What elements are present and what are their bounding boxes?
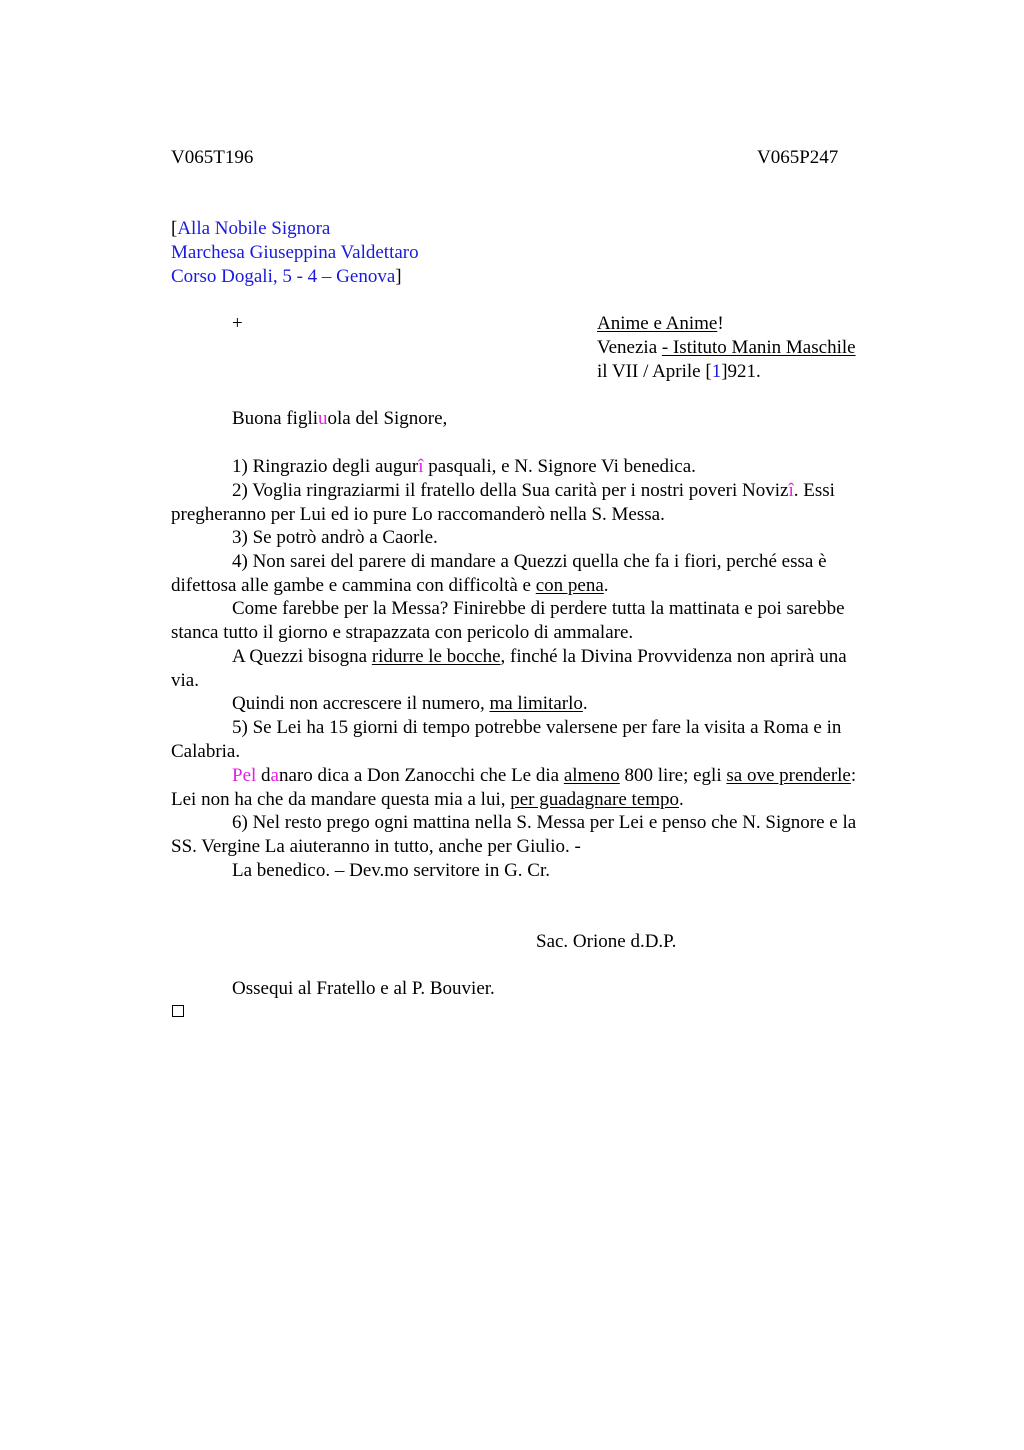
paragraph-danaro-line-2: [171, 788, 684, 812]
p1-c: pasquali, e N. Signore Vi benedica.: [423, 456, 696, 477]
address-line-3: [171, 265, 402, 289]
p1-emendation: î: [418, 456, 424, 477]
place-line: [597, 336, 856, 360]
date-pre: il VII / Aprile [: [597, 361, 712, 382]
checkbox-square-mark: [172, 1005, 184, 1017]
address-line-1: [171, 217, 330, 241]
quindi-a: Quindi non accrescere il numero,: [232, 693, 490, 714]
salutation-emendation: u: [318, 408, 328, 429]
closing: La benedico. – Dev.mo servitore in G. Cr.: [232, 860, 550, 881]
danaro-h: :: [850, 765, 857, 786]
header-right-code: V065P247: [757, 147, 839, 168]
paragraph-5-line-2: Calabria.: [171, 741, 241, 762]
quindi-c: .: [582, 693, 588, 714]
date-digit: 1: [711, 361, 722, 382]
danaro-emendation-2: a: [270, 765, 279, 786]
danaro-k: .: [679, 789, 684, 810]
quindi-underlined: ma limitarlo: [489, 693, 583, 714]
cross-mark: +: [232, 313, 243, 334]
signature: Sac. Orione d.D.P.: [536, 931, 677, 952]
p4-b: difettosa alle gambe e cammina con difficoltà e: [171, 575, 536, 596]
paragraph-5-line-1: 5) Se Lei ha 15 giorni di tempo potrebbe valersene per fare la visita a Roma e in: [232, 717, 842, 738]
danaro-tempo: per guadagnare tempo: [510, 789, 680, 810]
paragraph-quezzi-line-2: via.: [171, 670, 199, 691]
danaro-i: Lei non ha che da mandare questa mia a lui,: [171, 789, 511, 810]
paragraph-messa-line-2: stanca tutto il giorno e strapazzata con pericolo di ammalare.: [171, 622, 634, 643]
paragraph-4-line-2: [171, 574, 609, 598]
salutation-c: ola del Signore,: [327, 408, 448, 429]
paragraph-danaro-line-1: [232, 764, 856, 788]
motto-line: [597, 312, 724, 336]
paragraph-messa-line-1: Come farebbe per la Messa? Finirebbe di perdere tutta la mattinata e poi sarebbe: [232, 598, 845, 619]
quezzi-underlined: ridurre le bocche: [371, 646, 501, 667]
paragraph-quezzi-line-1: [232, 645, 847, 669]
paragraph-1: [232, 455, 696, 479]
motto-punct: !: [717, 313, 724, 334]
paragraph-4-line-1: 4) Non sarei del parere di mandare a Quezzi quella che fa i fiori, perché essa è: [232, 551, 827, 572]
address-line-2: Marchesa Giuseppina Valdettaro: [171, 242, 419, 263]
danaro-emendation-1: Pel: [232, 765, 257, 786]
place-city: Venezia: [597, 337, 662, 358]
danaro-d: naro dica a Don Zanocchi che Le dia: [278, 765, 564, 786]
address-recipient: Alla Nobile Signora: [177, 218, 331, 239]
danaro-b: d: [256, 765, 271, 786]
paragraph-2-line-2: pregheranno per Lui ed io pure Lo raccomanderò nella S. Messa.: [171, 504, 665, 525]
quezzi-c: , finché la Divina Provvidenza non aprirà una: [500, 646, 847, 667]
date-post: ]921.: [721, 361, 761, 382]
paragraph-6-line-2: SS. Vergine La aiuteranno in tutto, anche per Giulio. -: [171, 836, 581, 857]
header-left-code: V065T196: [171, 147, 254, 168]
postscript: Ossequi al Fratello e al P. Bouvier.: [232, 978, 495, 999]
address-street: Corso Dogali, 5 - 4 – Genova: [171, 266, 396, 287]
address-open-bracket: [: [171, 218, 178, 239]
danaro-almeno: almeno: [563, 765, 620, 786]
salutation-a: Buona figli: [232, 408, 319, 429]
p2-a: 2) Voglia ringraziarmi il fratello della Sua carità per i nostri poveri Noviz: [232, 480, 789, 501]
danaro-f: 800 lire; egli: [619, 765, 727, 786]
paragraph-6-line-1: 6) Nel resto prego ogni mattina nella S. Messa per Lei e penso che N. Signore e la: [232, 812, 857, 833]
p4-d: .: [603, 575, 609, 596]
p4-underlined: con pena: [535, 575, 604, 596]
p1-a: 1) Ringrazio degli augur: [232, 456, 419, 477]
paragraph-quindi: [232, 692, 588, 716]
quezzi-a: A Quezzi bisogna: [232, 646, 372, 667]
address-close-bracket: ]: [395, 266, 402, 287]
salutation: [232, 407, 447, 431]
danaro-prenderle: sa ove prenderle: [726, 765, 851, 786]
paragraph-2-line-1: [232, 479, 835, 503]
paragraph-3: 3) Se potrò andrò a Caorle.: [232, 527, 438, 548]
p2-c: . Essi: [793, 480, 835, 501]
place-institute: - Istituto Manin Maschile: [661, 337, 856, 358]
date-line: [597, 360, 761, 384]
motto: Anime e Anime: [597, 313, 718, 334]
p2-emendation: î: [788, 480, 794, 501]
